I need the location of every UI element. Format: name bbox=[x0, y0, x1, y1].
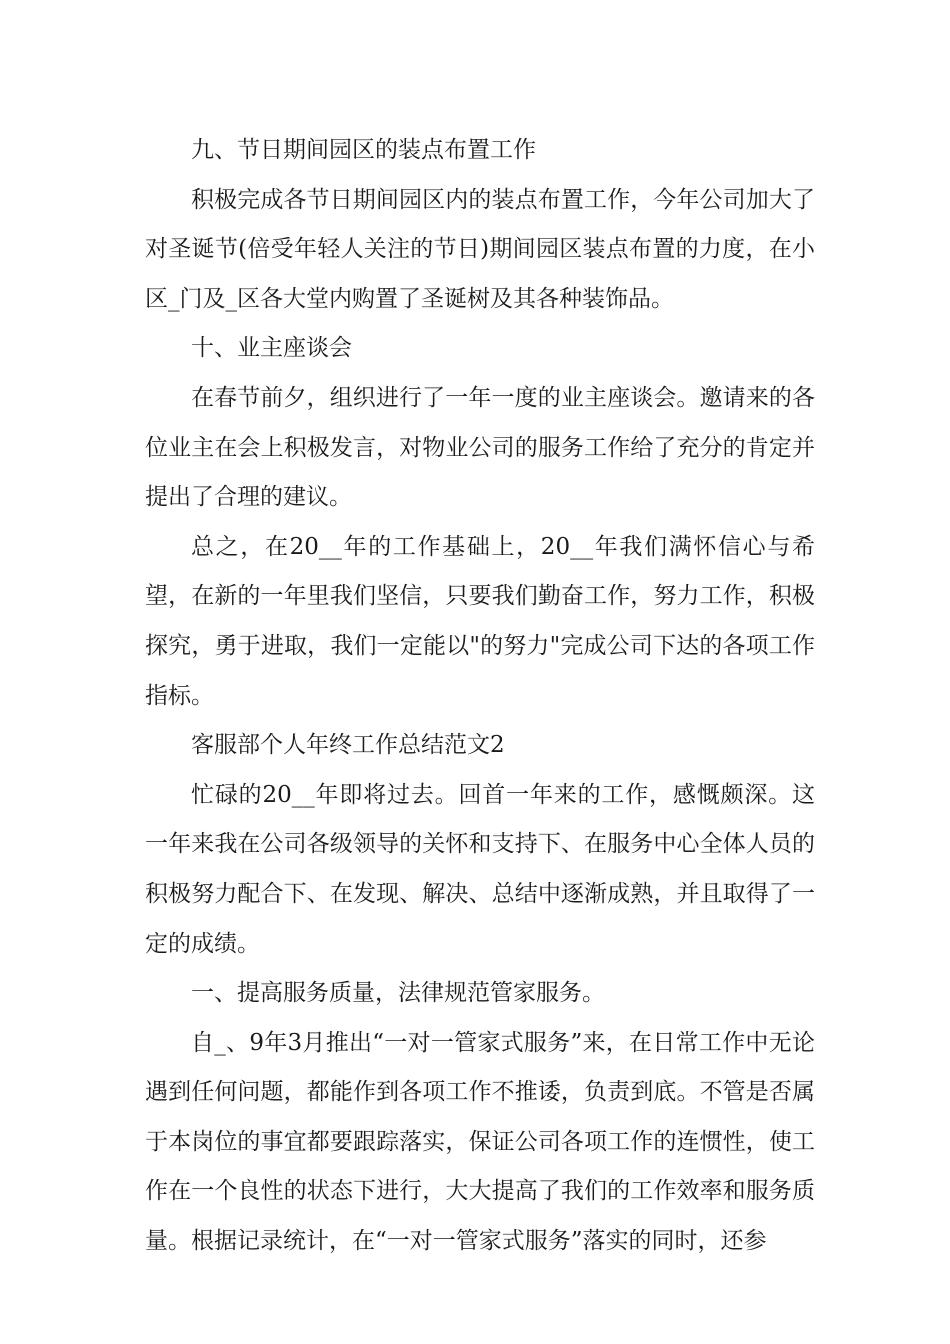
paragraph-owner-forum: 在春节前夕，组织进行了一年一度的业主座谈会。邀请来的各位业主在会上积极发言，对物业公司的服务工作给了充分的肯定并提出了合理的建议。 bbox=[145, 384, 815, 511]
section-heading-service-quality: 一、提高服务质量，法律规范管家服务。 bbox=[191, 980, 605, 1007]
paragraph-service-quality: 自_、9年3月推出“一对一管家式服务”来，在日常工作中无论遇到任何问题，都能作到各项工作不推诿，负责到底。不管是否属于本岗位的事宜都要跟踪落实，保证公司各项工作的连惯性，使工作在一个良性的状态下进行，大大提高了我们的工作效率和服务质量。根据记录统计，在“一对一管家式服务”落实的同时，还参 bbox=[145, 1029, 815, 1255]
paragraph-festival-decoration: 积极完成各节日期间园区内的装点布置工作，今年公司加大了对圣诞节(倍受年轻人关注的节日)期间园区装点布置的力度，在小区_门及_区各大堂内购置了圣诞树及其各种装饰品。 bbox=[145, 186, 815, 312]
document-subtitle: 客服部个人年终工作总结范文2 bbox=[191, 732, 505, 759]
section-heading-owner-forum: 十、业主座谈会 bbox=[191, 335, 352, 362]
document-body bbox=[145, 126, 815, 1267]
paragraph-intro: 忙碌的20__年即将过去。回首一年来的工作，感慨颇深。这一年来我在公司各级领导的关怀和支持下、在服务中心全体人员的积极努力配合下、在发现、解决、总结中逐渐成熟，并且取得了一定的成绩。 bbox=[145, 781, 815, 957]
section-heading-festival-decoration: 九、节日期间园区的装点布置工作 bbox=[191, 137, 536, 163]
paragraph-summary: 总之，在20__年的工作基础上，20__年我们满怀信心与希望，在新的一年里我们坚信，只要我们勤奋工作，努力工作，积极探究，勇于进取，我们一定能以"的努力"完成公司下达的各项工作指标。 bbox=[145, 533, 815, 709]
